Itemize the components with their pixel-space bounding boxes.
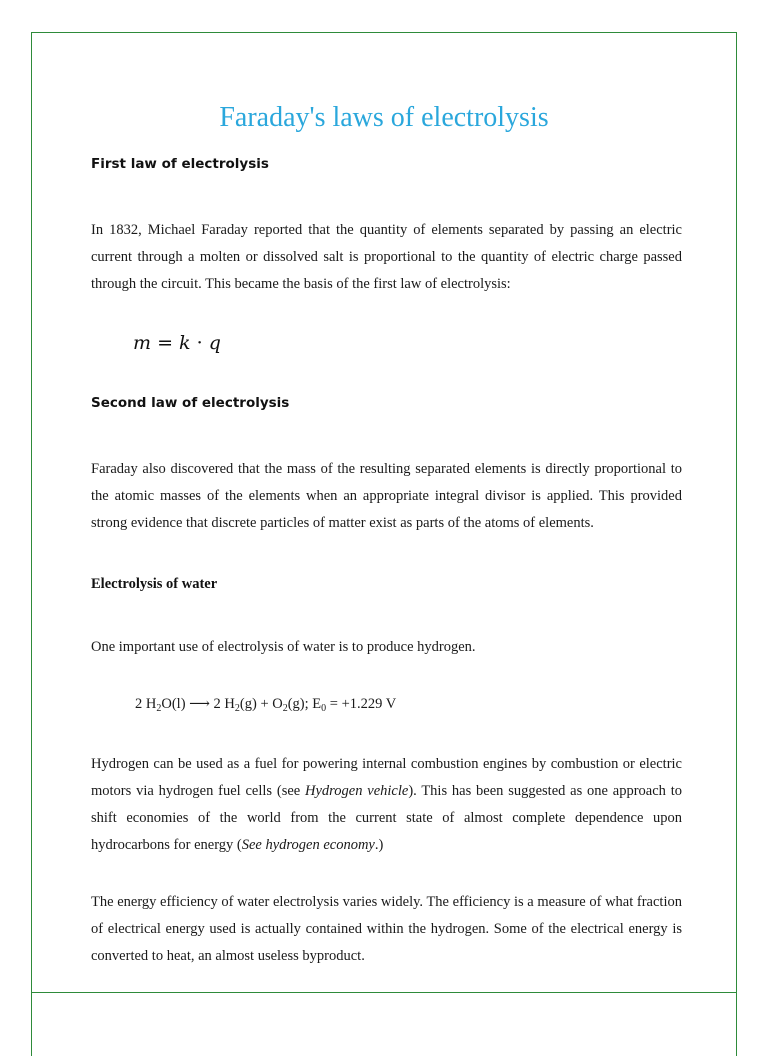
water-equation: 2 $H_2O(l)$ ⟶ 2 $H_2(g) + O_2(g)$; $E_0 = +1.229$ V — [135, 696, 397, 714]
formula-m: m — [133, 332, 152, 354]
formula-equals: = — [157, 332, 173, 354]
first-law-formula — [133, 332, 221, 354]
first-law-heading: First law of electrolysis — [91, 156, 269, 172]
page-bottom-rule — [31, 992, 737, 993]
formula-dot: · — [196, 332, 203, 354]
water-intro-paragraph: One important use of electrolysis of water is to produce hydrogen. — [91, 639, 476, 655]
second-law-heading: Second law of electrolysis — [91, 395, 290, 411]
hydrogen-vehicle-reference: Hydrogen vehicle — [305, 783, 409, 799]
page-title: Faraday's laws of electrolysis — [219, 102, 549, 133]
hydrogen-fuel-paragraph: Hydrogen can be used as a fuel for powering internal combustion engines by combustion or electric motors via hydrogen fuel cells (see Hydrogen vehicle). This has been suggested as one approach to shift economies of the world from the current state of almost complete dependence upon hydrocarbons for energy (See hydrogen economy.) — [91, 756, 683, 853]
energy-efficiency-paragraph: The energy efficiency of water electrolysis varies widely. The efficiency is a measure of what fraction of electrical energy used is actually contained within the hydrogen. Some of the electrical energy is converted to heat, an almost useless byproduct. — [91, 894, 682, 964]
hydrogen-economy-reference: See hydrogen economy — [241, 837, 375, 853]
water-electrolysis-heading: Electrolysis of water — [91, 576, 218, 592]
first-law-paragraph: In 1832, Michael Faraday reported that the quantity of elements separated by passing an electric current through a molten or dissolved salt is proportional to the quantity of electric charge passed through the circuit. This became the basis of the first law of electrolysis: — [91, 222, 682, 292]
second-law-paragraph: Faraday also discovered that the mass of the resulting separated elements is directly proportional to the atomic masses of the elements when an appropriate integral divisor is applied. This provided strong evidence that discrete particles of matter exist as parts of the atoms of elements. — [91, 461, 682, 531]
formula-q: q — [208, 332, 221, 354]
formula-k: k — [179, 332, 191, 354]
